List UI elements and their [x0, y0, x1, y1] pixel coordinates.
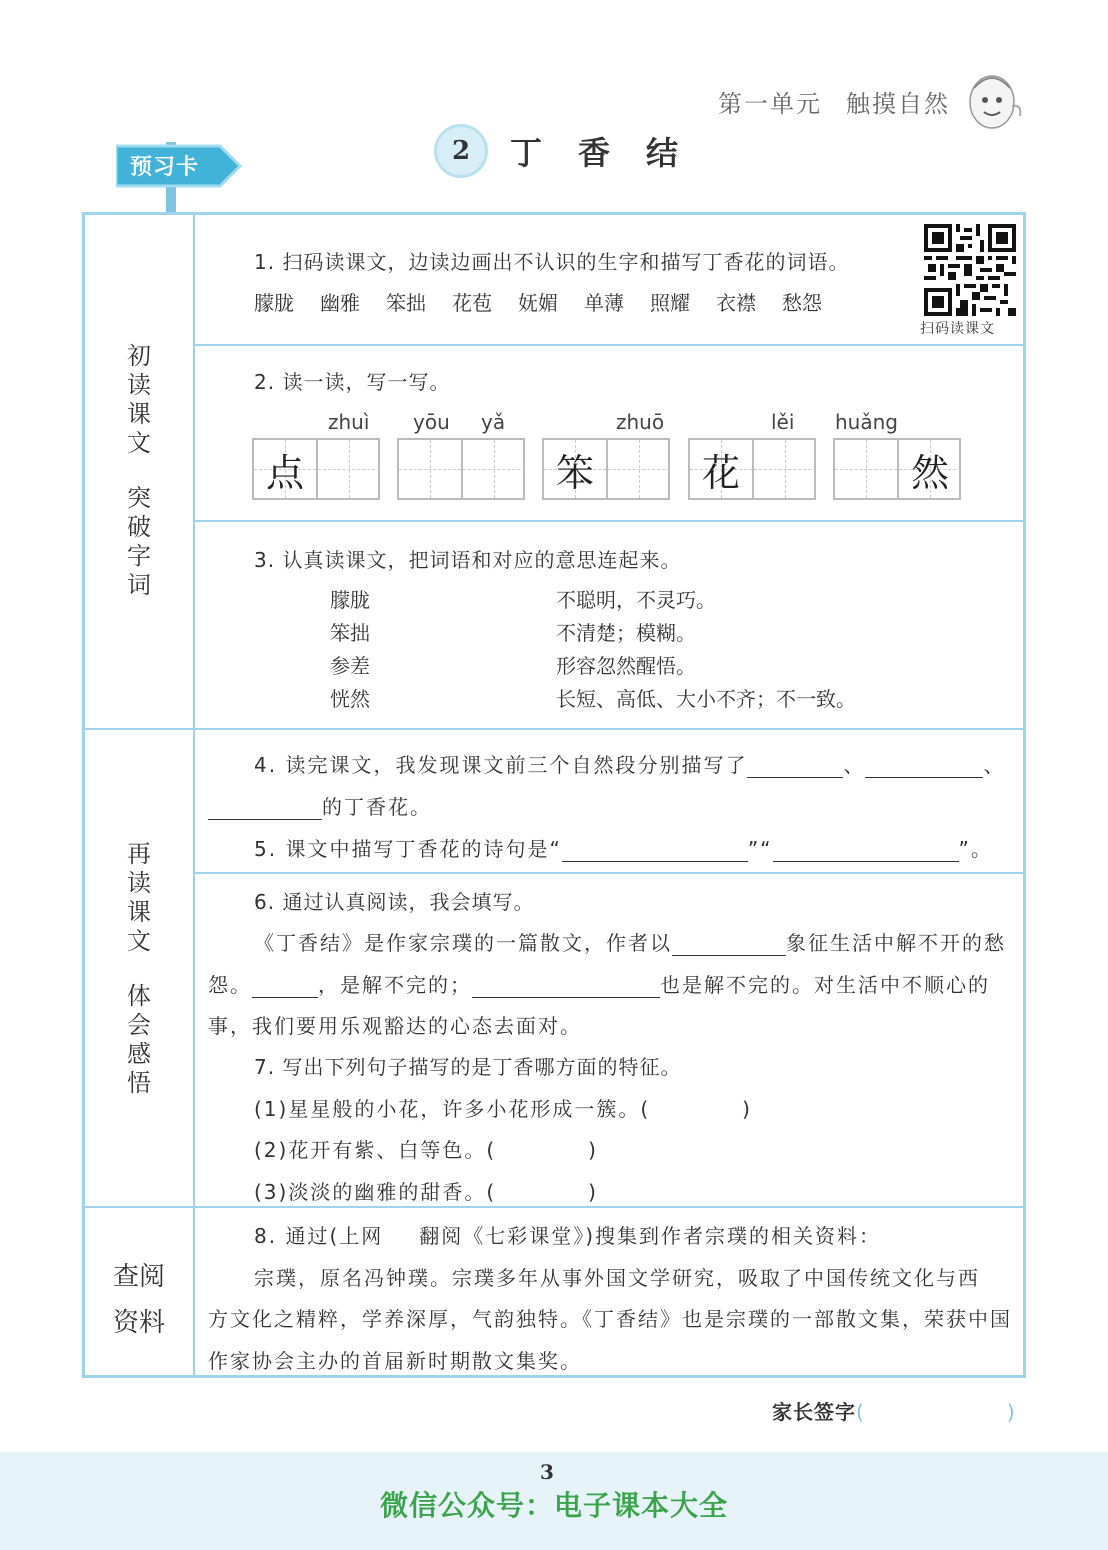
tianzige-cell[interactable]	[399, 440, 461, 498]
q4-text: 4. 读完课文，我发现课文前三个自然段分别描写了	[254, 753, 748, 777]
list-item: 朦胧	[254, 291, 294, 315]
tianzige-box	[688, 438, 816, 500]
q7-item	[254, 1134, 598, 1163]
q3-prompt: 3. 认真读课文，把词语和对应的意思连起来。	[254, 548, 682, 572]
q3-word-column	[330, 584, 370, 716]
tianzige-box	[833, 438, 961, 500]
list-item: 照耀	[650, 291, 690, 315]
row-divider	[195, 344, 1023, 346]
section-divider	[85, 728, 1023, 730]
tianzige-box	[542, 438, 670, 500]
qr-code-icon[interactable]	[924, 224, 1016, 316]
q7-prompt: 7. 写出下列句子描写的是丁香哪方面的特征。	[254, 1055, 682, 1079]
q8-prompt	[254, 1220, 881, 1249]
given-char: 花	[701, 450, 740, 495]
wechat-watermark: 微信公众号：电子课本大全	[379, 1489, 728, 1522]
side-label-line: 资料	[112, 1308, 165, 1338]
q3-meaning-column	[556, 584, 856, 716]
separator: 、	[983, 753, 1006, 777]
pinyin-label: lěi	[771, 410, 795, 434]
lesson-title: 丁香结	[510, 134, 715, 172]
q7-item	[254, 1093, 752, 1122]
tianzige-cell	[897, 440, 961, 498]
q1-prompt: 1. 扫码读课文，边读边画出不认识的生字和描写丁香花的词语。	[254, 250, 850, 274]
list-item: 妩媚	[518, 291, 558, 315]
section-label-second-read	[124, 840, 154, 1098]
answer-blank[interactable]	[252, 977, 318, 998]
column-divider	[193, 215, 195, 1375]
unit-label: 第一单元	[718, 90, 822, 118]
mascot-icon	[962, 66, 1024, 132]
row-divider	[195, 872, 1023, 874]
q8-line: 宗璞，原名冯钟璞。宗璞多年从事外国文学研究，吸取了中国传统文化与西	[254, 1266, 980, 1290]
q7-item-text: (2)花开有紫、白等色。(	[254, 1138, 497, 1162]
q5-prompt	[254, 833, 993, 862]
match-meaning[interactable]: 长短、高低、大小不齐；不一致。	[556, 687, 856, 711]
unit-theme: 触摸自然	[846, 90, 950, 118]
q6-text: 象征生活中解不开的愁	[786, 931, 1006, 955]
answer-blank[interactable]	[208, 799, 322, 820]
side-label-line: 初读课文	[127, 342, 151, 457]
list-item: 笨拙	[386, 291, 426, 315]
pinyin-label: zhuì	[328, 410, 370, 434]
tianzige-cell	[544, 440, 606, 498]
lesson-number: 2	[434, 124, 488, 178]
q6-text: 也是解不完的。对生活中不顺心的	[660, 973, 990, 997]
q6-line-3: 事，我们要用乐观豁达的心态去面对。	[208, 1014, 582, 1038]
tianzige-cell[interactable]	[316, 440, 380, 498]
match-word[interactable]: 朦胧	[330, 588, 370, 612]
close-paren: )	[588, 1138, 598, 1162]
given-char: 点	[265, 450, 304, 495]
list-item: 幽雅	[320, 291, 360, 315]
q8-text: 8. 通过(上网	[254, 1224, 384, 1248]
list-item: 花苞	[452, 291, 492, 315]
q7-item	[254, 1176, 598, 1205]
q6-text: ，是解不完的；	[318, 973, 472, 997]
q1-word-list	[254, 287, 822, 316]
q4-end: 的丁香花。	[322, 795, 432, 819]
list-item: 单薄	[584, 291, 624, 315]
tianzige-cell[interactable]	[752, 440, 816, 498]
pinyin-label: zhuō	[616, 410, 665, 434]
q4-prompt-cont	[208, 791, 432, 820]
match-meaning[interactable]: 不聪明，不灵巧。	[556, 588, 716, 612]
close-paren: )	[588, 1180, 598, 1204]
q7-item-text: (1)星星般的小花，许多小花形成一簇。(	[254, 1097, 651, 1121]
tianzige-box	[252, 438, 380, 500]
side-label-line: 再读课文	[127, 840, 151, 955]
section-divider	[85, 1206, 1023, 1208]
q7-item-text: (3)淡淡的幽雅的甜香。(	[254, 1180, 497, 1204]
q8-line: 方文化之精粹，学养深厚，气韵独特。《丁香结》也是宗璞的一部散文集，荣获中国	[208, 1307, 1012, 1331]
separator: 、	[843, 753, 866, 777]
open-paren: (	[856, 1400, 865, 1424]
tianzige-cell[interactable]	[606, 440, 670, 498]
q5-mid: ”“	[747, 837, 773, 861]
match-word[interactable]: 参差	[330, 654, 370, 678]
parent-signature	[772, 1396, 1016, 1425]
pinyin-label: huǎng	[835, 410, 898, 434]
q8-text: 翻阅《七彩课堂》)搜集到作者宗璞的相关资料：	[419, 1224, 882, 1248]
pinyin-label: yōu	[413, 410, 450, 434]
section-label-lookup	[106, 1254, 172, 1346]
answer-blank[interactable]	[773, 841, 959, 862]
list-item: 愁怨	[782, 291, 822, 315]
side-label-line: 突破字词	[127, 484, 151, 599]
answer-blank[interactable]	[672, 935, 786, 956]
tianzige-box	[397, 438, 525, 500]
q6-prompt: 6. 通过认真阅读，我会填写。	[254, 890, 535, 914]
q4-prompt	[254, 749, 1005, 778]
answer-blank[interactable]	[562, 841, 748, 862]
given-char: 然	[910, 450, 949, 495]
q8-line: 作家协会主办的首届新时期散文集奖。	[208, 1349, 582, 1373]
match-word[interactable]: 笨拙	[330, 621, 370, 645]
preview-tag-label: 预习卡	[130, 155, 200, 180]
page-number: 3	[540, 1460, 554, 1484]
q6-text: 《丁香结》是作家宗璞的一篇散文，作者以	[254, 931, 672, 955]
tianzige-cell	[690, 440, 752, 498]
answer-blank[interactable]	[747, 757, 843, 778]
row-divider	[195, 520, 1023, 522]
section-label-first-read	[124, 342, 154, 600]
list-item: 衣襟	[716, 291, 756, 315]
unit-header	[718, 84, 974, 119]
pinyin-label: yǎ	[481, 410, 506, 434]
tianzige-cell[interactable]	[835, 440, 897, 498]
q5-end: ”。	[958, 837, 993, 861]
side-label-line: 体会感悟	[127, 982, 151, 1097]
q6-line-2	[208, 969, 990, 998]
tianzige-cell[interactable]	[461, 440, 525, 498]
q5-text: 5. 课文中描写丁香花的诗句是“	[254, 837, 562, 861]
side-label-line: 查阅	[112, 1262, 165, 1292]
given-char: 笨	[555, 450, 594, 495]
qr-caption: 扫码读课文	[920, 321, 995, 337]
q6-line-1	[254, 927, 1006, 956]
match-word[interactable]: 恍然	[330, 687, 370, 711]
match-meaning[interactable]: 不清楚；模糊。	[556, 621, 696, 645]
match-meaning[interactable]: 形容忽然醒悟。	[556, 654, 696, 678]
close-paren: )	[1006, 1400, 1016, 1424]
q6-text: 怨。	[208, 973, 252, 997]
answer-blank[interactable]	[865, 757, 983, 778]
tianzige-cell	[254, 440, 316, 498]
answer-blank[interactable]	[472, 977, 660, 998]
q2-prompt: 2. 读一读，写一写。	[254, 370, 451, 394]
close-paren: )	[742, 1097, 752, 1121]
parent-sign-label: 家长签字	[772, 1400, 856, 1424]
